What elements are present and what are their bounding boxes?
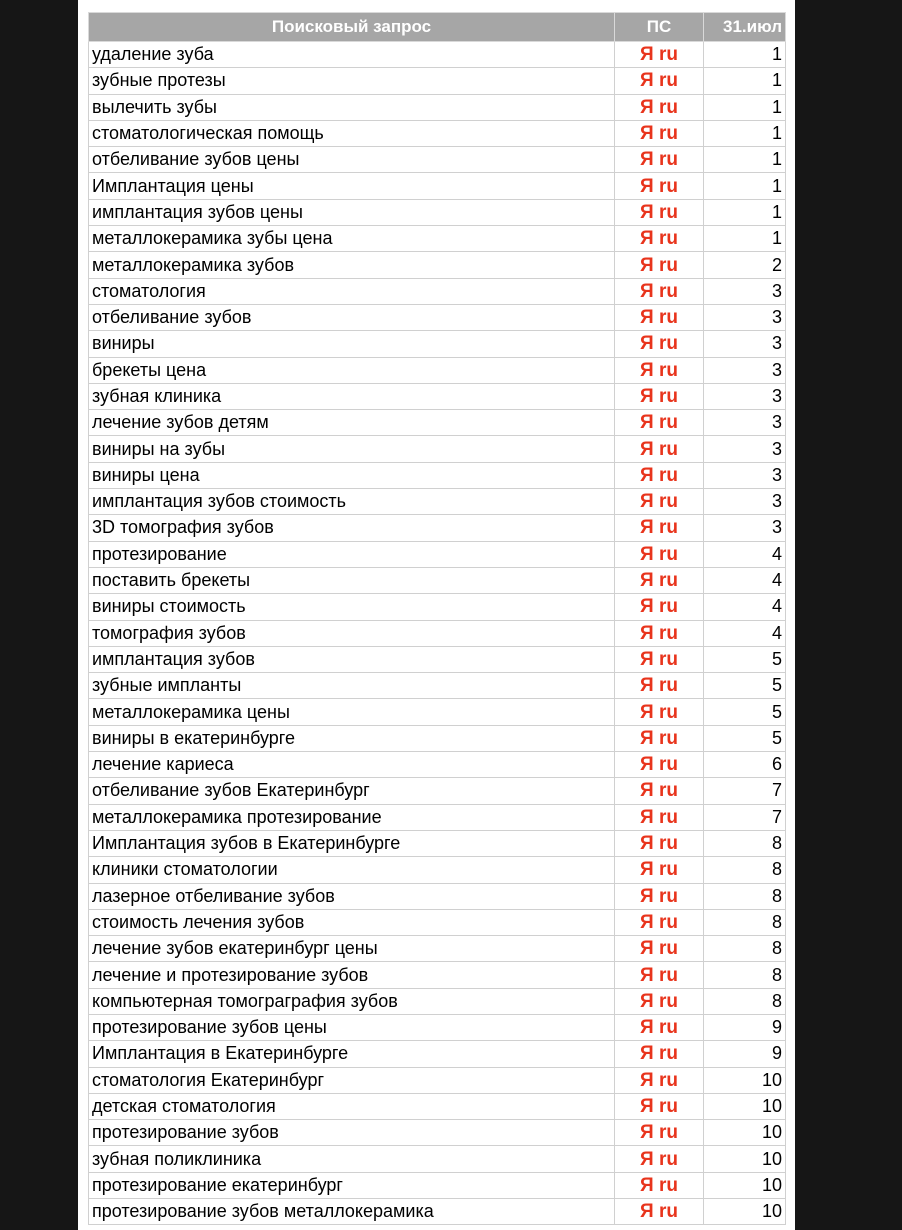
position-cell: 1 bbox=[704, 42, 786, 68]
engine-cell: Я ru bbox=[615, 594, 704, 620]
position-cell: 3 bbox=[704, 462, 786, 488]
query-cell: отбеливание зубов bbox=[89, 304, 615, 330]
position-cell: 10 bbox=[704, 1067, 786, 1093]
engine-cell: Я ru bbox=[615, 383, 704, 409]
table-row bbox=[89, 357, 786, 383]
query-cell: зубная поликлиника bbox=[89, 1146, 615, 1172]
engine-cell: Я ru bbox=[615, 252, 704, 278]
spreadsheet-page bbox=[78, 0, 795, 1230]
table-row bbox=[89, 804, 786, 830]
table-row bbox=[89, 725, 786, 751]
engine-cell: Я ru bbox=[615, 410, 704, 436]
engine-cell: Я ru bbox=[615, 278, 704, 304]
engine-cell: Я ru bbox=[615, 830, 704, 856]
query-cell: лечение кариеса bbox=[89, 752, 615, 778]
header-row bbox=[89, 13, 786, 42]
position-cell: 4 bbox=[704, 594, 786, 620]
engine-cell: Я ru bbox=[615, 436, 704, 462]
position-cell: 5 bbox=[704, 725, 786, 751]
engine-cell: Я ru bbox=[615, 94, 704, 120]
table-row bbox=[89, 462, 786, 488]
table-row bbox=[89, 1120, 786, 1146]
position-cell: 2 bbox=[704, 252, 786, 278]
column-header-query: Поисковый запрос bbox=[89, 13, 615, 42]
position-cell: 10 bbox=[704, 1146, 786, 1172]
engine-cell: Я ru bbox=[615, 778, 704, 804]
query-cell: стоматология bbox=[89, 278, 615, 304]
engine-cell: Я ru bbox=[615, 699, 704, 725]
position-cell: 3 bbox=[704, 278, 786, 304]
position-cell: 8 bbox=[704, 883, 786, 909]
table-row bbox=[89, 988, 786, 1014]
query-cell: зубные протезы bbox=[89, 68, 615, 94]
table-row bbox=[89, 857, 786, 883]
query-cell: виниры цена bbox=[89, 462, 615, 488]
engine-cell: Я ru bbox=[615, 1041, 704, 1067]
query-cell: лечение зубов детям bbox=[89, 410, 615, 436]
engine-cell: Я ru bbox=[615, 1146, 704, 1172]
table-row bbox=[89, 752, 786, 778]
engine-cell: Я ru bbox=[615, 1120, 704, 1146]
table-row bbox=[89, 936, 786, 962]
table-row bbox=[89, 199, 786, 225]
table-header bbox=[89, 13, 786, 42]
position-cell: 5 bbox=[704, 673, 786, 699]
table-row bbox=[89, 226, 786, 252]
table-row bbox=[89, 1093, 786, 1119]
engine-cell: Я ru bbox=[615, 620, 704, 646]
table-row bbox=[89, 1014, 786, 1040]
position-cell: 8 bbox=[704, 909, 786, 935]
query-cell: вылечить зубы bbox=[89, 94, 615, 120]
table-row bbox=[89, 42, 786, 68]
query-cell: томография зубов bbox=[89, 620, 615, 646]
table-row bbox=[89, 489, 786, 515]
table-row bbox=[89, 173, 786, 199]
engine-cell: Я ru bbox=[615, 804, 704, 830]
engine-cell: Я ru bbox=[615, 304, 704, 330]
position-cell: 5 bbox=[704, 699, 786, 725]
engine-cell: Я ru bbox=[615, 541, 704, 567]
table-row bbox=[89, 1146, 786, 1172]
position-cell: 3 bbox=[704, 304, 786, 330]
position-cell: 1 bbox=[704, 68, 786, 94]
position-cell: 9 bbox=[704, 1014, 786, 1040]
engine-cell: Я ru bbox=[615, 1172, 704, 1198]
query-cell: виниры стоимость bbox=[89, 594, 615, 620]
query-cell: клиники стоматологии bbox=[89, 857, 615, 883]
table-row bbox=[89, 909, 786, 935]
position-cell: 7 bbox=[704, 804, 786, 830]
position-cell: 3 bbox=[704, 383, 786, 409]
query-cell: металлокерамика зубов bbox=[89, 252, 615, 278]
table-row bbox=[89, 383, 786, 409]
table-row bbox=[89, 594, 786, 620]
engine-cell: Я ru bbox=[615, 147, 704, 173]
query-cell: детская стоматология bbox=[89, 1093, 615, 1119]
position-cell: 3 bbox=[704, 357, 786, 383]
query-cell: стоматология Екатеринбург bbox=[89, 1067, 615, 1093]
table-row bbox=[89, 1067, 786, 1093]
position-cell: 3 bbox=[704, 436, 786, 462]
query-cell: Имплантация зубов в Екатеринбурге bbox=[89, 830, 615, 856]
position-cell: 10 bbox=[704, 1172, 786, 1198]
query-cell: отбеливание зубов цены bbox=[89, 147, 615, 173]
position-cell: 8 bbox=[704, 857, 786, 883]
query-cell: Имплантация в Екатеринбурге bbox=[89, 1041, 615, 1067]
position-cell: 8 bbox=[704, 988, 786, 1014]
position-cell: 10 bbox=[704, 1120, 786, 1146]
engine-cell: Я ru bbox=[615, 515, 704, 541]
query-cell: поставить брекеты bbox=[89, 567, 615, 593]
engine-cell: Я ru bbox=[615, 883, 704, 909]
table-row bbox=[89, 120, 786, 146]
query-cell: металлокерамика зубы цена bbox=[89, 226, 615, 252]
position-cell: 1 bbox=[704, 120, 786, 146]
engine-cell: Я ru bbox=[615, 673, 704, 699]
query-cell: 3D томография зубов bbox=[89, 515, 615, 541]
column-header-engine: ПС bbox=[615, 13, 704, 42]
table-row bbox=[89, 962, 786, 988]
table-row bbox=[89, 883, 786, 909]
table-row bbox=[89, 620, 786, 646]
position-cell: 6 bbox=[704, 752, 786, 778]
table-row bbox=[89, 278, 786, 304]
position-cell: 8 bbox=[704, 936, 786, 962]
engine-cell: Я ru bbox=[615, 42, 704, 68]
position-cell: 1 bbox=[704, 173, 786, 199]
query-cell: виниры на зубы bbox=[89, 436, 615, 462]
ranking-table bbox=[88, 12, 786, 1225]
table-row bbox=[89, 94, 786, 120]
engine-cell: Я ru bbox=[615, 567, 704, 593]
position-cell: 8 bbox=[704, 962, 786, 988]
position-cell: 7 bbox=[704, 778, 786, 804]
position-cell: 10 bbox=[704, 1199, 786, 1225]
engine-cell: Я ru bbox=[615, 1014, 704, 1040]
query-cell: лечение зубов екатеринбург цены bbox=[89, 936, 615, 962]
position-cell: 1 bbox=[704, 199, 786, 225]
query-cell: протезирование екатеринбург bbox=[89, 1172, 615, 1198]
engine-cell: Я ru bbox=[615, 857, 704, 883]
query-cell: отбеливание зубов Екатеринбург bbox=[89, 778, 615, 804]
engine-cell: Я ru bbox=[615, 173, 704, 199]
table-row bbox=[89, 567, 786, 593]
engine-cell: Я ru bbox=[615, 120, 704, 146]
table-row bbox=[89, 331, 786, 357]
query-cell: протезирование зубов металлокерамика bbox=[89, 1199, 615, 1225]
table-row bbox=[89, 252, 786, 278]
query-cell: протезирование bbox=[89, 541, 615, 567]
query-cell: зубные импланты bbox=[89, 673, 615, 699]
query-cell: брекеты цена bbox=[89, 357, 615, 383]
query-cell: Имплантация цены bbox=[89, 173, 615, 199]
position-cell: 3 bbox=[704, 331, 786, 357]
engine-cell: Я ru bbox=[615, 725, 704, 751]
engine-cell: Я ru bbox=[615, 752, 704, 778]
query-cell: виниры bbox=[89, 331, 615, 357]
query-cell: зубная клиника bbox=[89, 383, 615, 409]
query-cell: имплантация зубов цены bbox=[89, 199, 615, 225]
engine-cell: Я ru bbox=[615, 199, 704, 225]
query-cell: виниры в екатеринбурге bbox=[89, 725, 615, 751]
engine-cell: Я ru bbox=[615, 489, 704, 515]
position-cell: 3 bbox=[704, 489, 786, 515]
table-row bbox=[89, 1172, 786, 1198]
query-cell: протезирование зубов цены bbox=[89, 1014, 615, 1040]
table-row bbox=[89, 646, 786, 672]
position-cell: 4 bbox=[704, 567, 786, 593]
position-cell: 3 bbox=[704, 410, 786, 436]
engine-cell: Я ru bbox=[615, 1093, 704, 1119]
position-cell: 3 bbox=[704, 515, 786, 541]
position-cell: 1 bbox=[704, 226, 786, 252]
query-cell: удаление зуба bbox=[89, 42, 615, 68]
engine-cell: Я ru bbox=[615, 936, 704, 962]
engine-cell: Я ru bbox=[615, 962, 704, 988]
query-cell: стоимость лечения зубов bbox=[89, 909, 615, 935]
engine-cell: Я ru bbox=[615, 357, 704, 383]
table-row bbox=[89, 673, 786, 699]
table-row bbox=[89, 1041, 786, 1067]
query-cell: компьютерная томогрaгрaфия зубов bbox=[89, 988, 615, 1014]
query-cell: лазерное отбеливание зубов bbox=[89, 883, 615, 909]
table-row bbox=[89, 410, 786, 436]
table-row bbox=[89, 541, 786, 567]
table-body bbox=[89, 42, 786, 1225]
query-cell: металлокерамика цены bbox=[89, 699, 615, 725]
query-cell: лечение и протезирование зубов bbox=[89, 962, 615, 988]
column-header-date: 31.июл bbox=[704, 13, 786, 42]
position-cell: 4 bbox=[704, 541, 786, 567]
query-cell: имплантация зубов bbox=[89, 646, 615, 672]
table-row bbox=[89, 68, 786, 94]
query-cell: металлокерамика протезирование bbox=[89, 804, 615, 830]
engine-cell: Я ru bbox=[615, 988, 704, 1014]
position-cell: 5 bbox=[704, 646, 786, 672]
position-cell: 1 bbox=[704, 147, 786, 173]
engine-cell: Я ru bbox=[615, 462, 704, 488]
engine-cell: Я ru bbox=[615, 226, 704, 252]
engine-cell: Я ru bbox=[615, 68, 704, 94]
table-row bbox=[89, 147, 786, 173]
table-row bbox=[89, 515, 786, 541]
table-row bbox=[89, 1199, 786, 1225]
engine-cell: Я ru bbox=[615, 331, 704, 357]
position-cell: 1 bbox=[704, 94, 786, 120]
engine-cell: Я ru bbox=[615, 1067, 704, 1093]
table-row bbox=[89, 304, 786, 330]
table-row bbox=[89, 778, 786, 804]
table-row bbox=[89, 830, 786, 856]
engine-cell: Я ru bbox=[615, 909, 704, 935]
position-cell: 9 bbox=[704, 1041, 786, 1067]
query-cell: протезирование зубов bbox=[89, 1120, 615, 1146]
query-cell: имплантация зубов стоимость bbox=[89, 489, 615, 515]
position-cell: 4 bbox=[704, 620, 786, 646]
position-cell: 10 bbox=[704, 1093, 786, 1119]
table-row bbox=[89, 436, 786, 462]
engine-cell: Я ru bbox=[615, 1199, 704, 1225]
query-cell: стоматологическая помощь bbox=[89, 120, 615, 146]
table-row bbox=[89, 699, 786, 725]
position-cell: 8 bbox=[704, 830, 786, 856]
engine-cell: Я ru bbox=[615, 646, 704, 672]
